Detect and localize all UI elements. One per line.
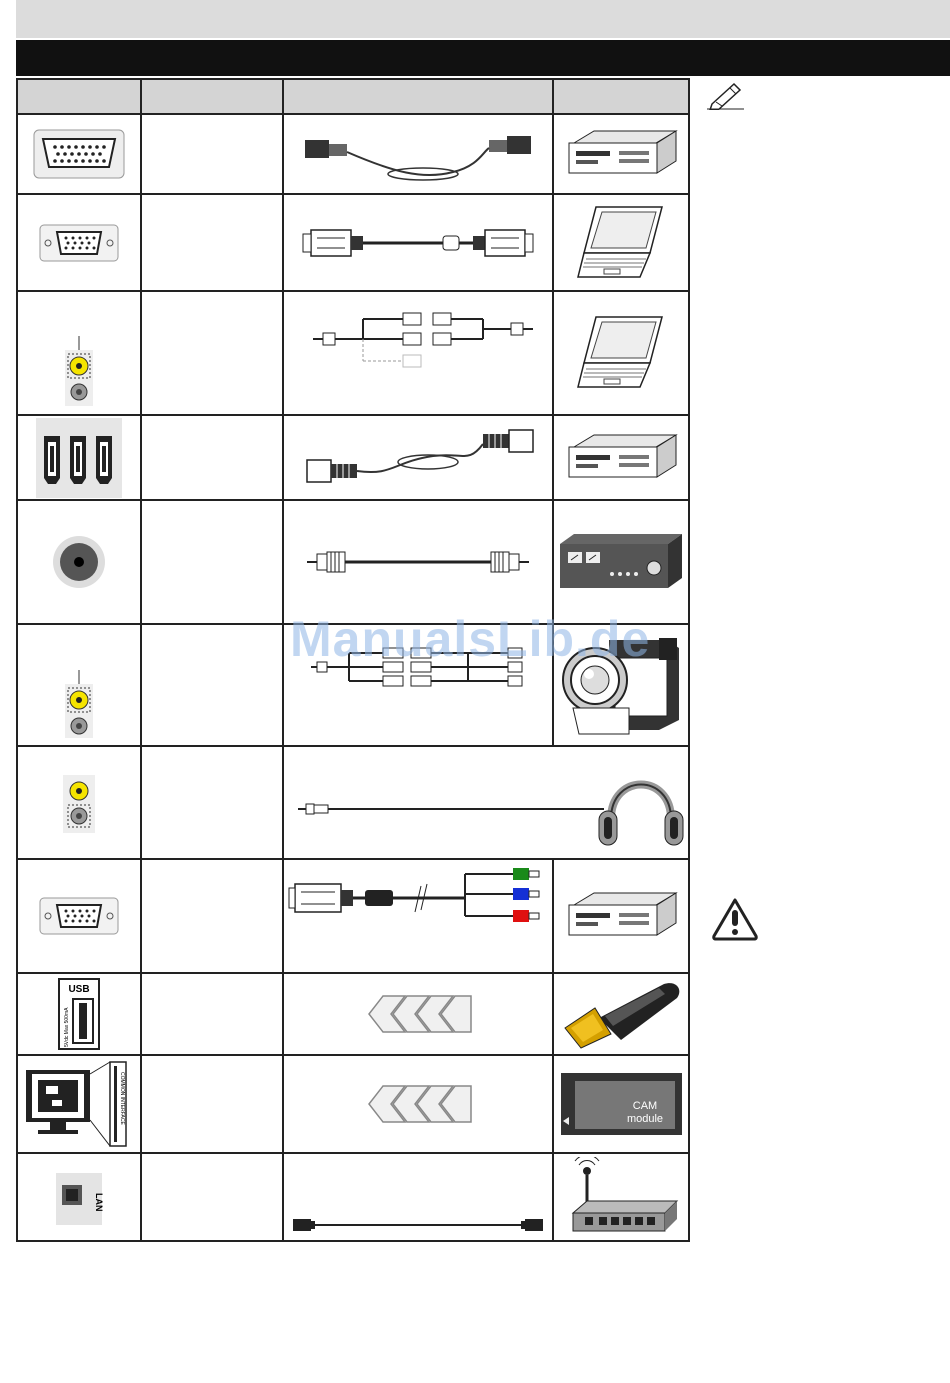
- headphone-cable-icon: [283, 746, 689, 859]
- scart-port-icon: [17, 114, 141, 194]
- cam-module-text-line2: module: [626, 1113, 663, 1125]
- hdmi-ports-icon: [17, 415, 141, 500]
- pc-audio-cable-icon: [283, 291, 553, 415]
- vga-cable-icon: [283, 194, 553, 291]
- vcr-device-icon-2: [553, 415, 689, 500]
- table-row: [17, 1153, 689, 1241]
- coaxial-cable-icon: [283, 500, 553, 624]
- headphone-port-icon: [17, 746, 141, 859]
- header-type: [141, 79, 283, 114]
- table-row: [17, 500, 689, 624]
- side-av-port-icon: [17, 624, 141, 746]
- ethernet-cable-icon: [283, 1153, 553, 1241]
- table-row: [17, 746, 689, 859]
- section-title-bar: [16, 40, 950, 76]
- usb-port-label: USB: [68, 984, 90, 995]
- usb-stick-device-icon: [553, 973, 689, 1055]
- ci-insert-arrows-icon: [283, 1055, 553, 1153]
- pencil-note-icon: [706, 80, 746, 110]
- laptop-device-icon: [553, 194, 689, 291]
- table-row: [17, 415, 689, 500]
- usb-rating-label: 5Vdc Max 500mA: [64, 1007, 70, 1047]
- table-row: [17, 114, 689, 194]
- usb-type-cell: [141, 973, 283, 1055]
- ypbpr-type-cell: [141, 859, 283, 973]
- header-band: [16, 0, 950, 38]
- table-row: [17, 291, 689, 415]
- usb-port-icon: [17, 973, 141, 1055]
- vga-type-cell: [141, 194, 283, 291]
- headphone-type-cell: [141, 746, 283, 859]
- pc-audio-port-icon: [17, 291, 141, 415]
- cam-module-device-icon: [553, 1055, 689, 1153]
- spdif-type-cell: [141, 500, 283, 624]
- ci-type-cell: [141, 1055, 283, 1153]
- header-cables: [283, 79, 553, 114]
- vcr-device-icon: [553, 114, 689, 194]
- table-row: [17, 859, 689, 973]
- ci-slot-label: COMMON INTERFACE: [119, 1072, 125, 1125]
- amplifier-device-icon: [553, 500, 689, 624]
- pc-audio-type-cell: [141, 291, 283, 415]
- laptop-device-icon-2: [553, 291, 689, 415]
- side-av-type-cell: [141, 624, 283, 746]
- router-device-icon: [553, 1153, 689, 1241]
- ethernet-type-cell: [141, 1153, 283, 1241]
- scart-type-cell: [141, 114, 283, 194]
- lan-port-icon: [17, 1153, 141, 1241]
- hdmi-type-cell: [141, 415, 283, 500]
- table-row: [17, 1055, 689, 1153]
- watermark-text: ManualsLib.de: [290, 611, 651, 667]
- vga-port-icon: [17, 194, 141, 291]
- scart-cable-icon: [283, 114, 553, 194]
- table-row: [17, 194, 689, 291]
- header-connector: [17, 79, 141, 114]
- ypbpr-vga-port-icon: [17, 859, 141, 973]
- header-device: [553, 79, 689, 114]
- lan-port-label: LAN: [94, 1193, 104, 1212]
- hdmi-cable-icon: [283, 415, 553, 500]
- cam-module-text-line1: CAM: [632, 1100, 657, 1112]
- usb-insert-arrows-icon: [283, 973, 553, 1055]
- table-header-row: [17, 79, 689, 114]
- table-row: [17, 973, 689, 1055]
- ci-tv-slot-icon: [17, 1055, 141, 1153]
- vcr-device-icon-3: [553, 859, 689, 973]
- warning-icon: [710, 896, 760, 942]
- ypbpr-cable-icon: [283, 859, 553, 973]
- spdif-port-icon: [17, 500, 141, 624]
